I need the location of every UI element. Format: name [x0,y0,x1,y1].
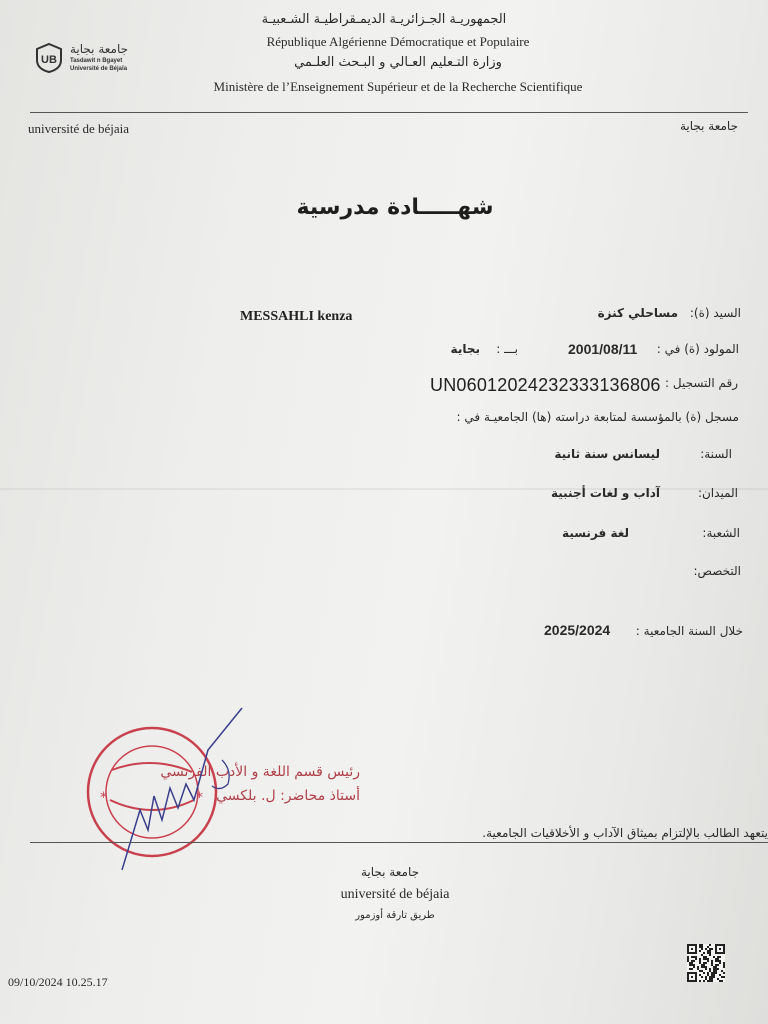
svg-text:*: * [100,790,107,806]
registration-label: رقم التسجيل : [665,376,738,390]
svg-text:UB: UB [41,54,57,66]
university-arabic-label: جامعة بجاية [679,119,738,133]
student-name-arabic: مساحلي كنزة [597,306,678,320]
university-french-label: université de béjaia [28,121,130,136]
svg-text:*: * [196,790,203,806]
birth-place-label: بـــ : [496,342,518,356]
registration-number: UN06012024232333136806 [430,375,661,395]
footer-divider [30,842,768,843]
study-year-value: ليسانس سنة ثانية [554,447,660,461]
logo-french-name: Université de Béjaïa [70,66,128,72]
study-year-label: السنة: [700,447,732,461]
official-stamp [82,700,282,880]
domain-label: الميدان: [697,486,738,500]
logo-arabic-name: جامعة بجاية [70,42,129,56]
birth-date-label: المولود (ة) في : [656,342,739,356]
name-label: السيد (ة): [689,306,741,320]
birth-date-value: 2001/08/11 [568,341,638,357]
student-pledge: يتعهد الطالب بالإلتزام بميثاق الآداب و الأخلاقيات الجامعية. [482,826,768,840]
university-logo [34,42,150,78]
academic-year-value: 2025/2024 [544,622,611,638]
branch-value: لغة فرنسية [562,526,629,540]
student-name-french: MESSAHLI kenza [240,309,353,324]
header-divider [30,112,748,113]
specialty-label: التخصص: [693,564,741,578]
footer-address: طريق تارقة أوزمور [355,910,435,921]
logo-kabyle-name: Tasdawit n Bgayet [70,58,123,64]
qr-code-icon [687,944,725,982]
domain-value: آداب و لغات أجنبية [550,486,660,500]
academic-year-label: خلال السنة الجامعية : [635,624,743,638]
ministry-arabic: وزارة التـعليم العـالي و البـحث العلـمي [294,55,502,70]
enrollment-statement: مسجل (ة) بالمؤسسة لمتابعة دراسته (ها) الجامعيـة في : [456,410,739,424]
print-timestamp: 09/10/2024 10.25.17 [8,975,108,989]
footer-university-arabic: جامعة بجاية [360,865,420,879]
republic-arabic: الجمهوريـة الجـزائريـة الديمـقراطيـة الشـعبيـة [261,12,507,27]
ministry-french: Ministère de l’Enseignement Supérieur et de la Recherche Scientifique [213,79,583,94]
document-title: شهـــــادة مدرسية [296,195,494,220]
university-emblem-icon [34,42,64,74]
branch-label: الشعبة: [702,526,740,540]
signature-title: رئيس قسم اللغة و الأدب الفرنسي [160,764,360,780]
footer-university-french: université de béjaia [340,887,450,902]
signature-name: أستاذ محاضر: ل. بلكسي [216,788,360,804]
republic-french: République Algérienne Démocratique et Populaire [266,34,530,49]
birth-place-value: بجاية [450,342,480,356]
